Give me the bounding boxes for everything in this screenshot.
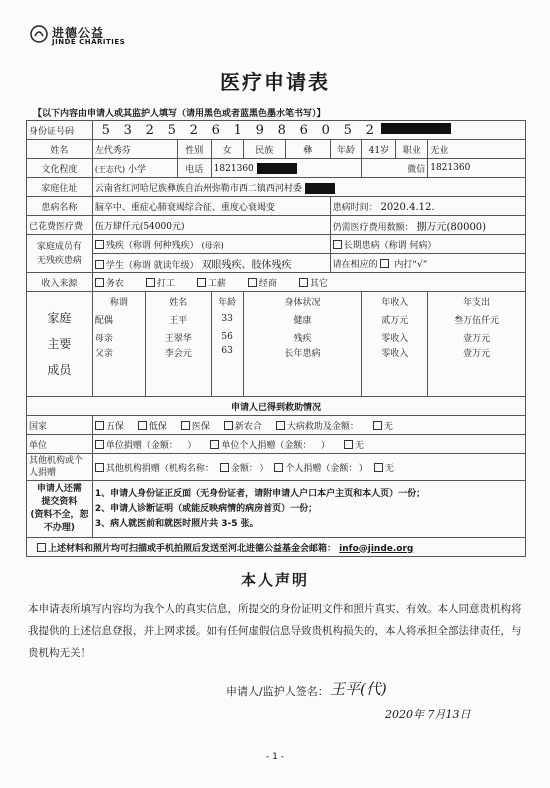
family-header: 称谓 (92, 292, 145, 311)
family-cell[interactable]: 配偶 (92, 310, 145, 328)
submit-item: 2、申请人诊断证明（或能反映病情的病房首页）一份； (94, 503, 318, 514)
id-digit: 9 (255, 122, 264, 138)
cost-label: 已花费医疗费 (27, 216, 93, 235)
family-label (27, 292, 93, 397)
disability-option[interactable] (92, 235, 330, 254)
cost-est-field[interactable] (330, 216, 525, 235)
id-digits (95, 123, 523, 138)
family-header: 年支出 (428, 292, 526, 311)
checkbox-icon[interactable] (333, 240, 342, 249)
education-field[interactable] (92, 159, 177, 178)
checkbox-icon[interactable] (374, 463, 383, 472)
aid-other-label (27, 454, 93, 481)
option-label: 务农 (105, 278, 124, 289)
submit-bottom (27, 538, 526, 557)
checkbox-icon[interactable] (197, 278, 206, 287)
option-label: ） (259, 463, 269, 474)
aid-unit-options[interactable] (92, 435, 525, 454)
submit-label (27, 481, 93, 538)
student-option-label: 学生（称谓 就读年级） (105, 260, 199, 271)
occupation-label: 职业 (396, 140, 428, 159)
disease-value[interactable]: 脑卒中、重症心肺衰竭综合征、重度心衰竭变 (92, 197, 330, 216)
signature[interactable]: 王平(代) (330, 680, 387, 698)
checkbox-icon[interactable] (299, 278, 308, 287)
option-label: 金额： (230, 463, 254, 474)
option-item[interactable] (344, 441, 364, 451)
option-label: 无 (383, 421, 393, 432)
family-cell[interactable]: 健康 (243, 310, 362, 328)
option-item[interactable] (220, 464, 254, 474)
option-label: 单位捐赠（金额： (105, 440, 174, 451)
illness-option-label: 长期患病（称谓 何病） (343, 240, 437, 251)
disease-date-value: 2020.4.12. (380, 201, 435, 213)
table-row (27, 328, 526, 346)
aid-unit-label: 单位 (27, 435, 93, 454)
email-link[interactable]: info@jinde.org (339, 543, 414, 554)
option-label: 打工 (156, 278, 175, 289)
phone-field[interactable] (211, 159, 362, 178)
id-digit: 5 (101, 122, 110, 138)
cost-est-value: 捌万元(80000) (416, 221, 487, 233)
checkbox-icon[interactable] (220, 463, 229, 472)
id-digit: 3 (123, 122, 132, 138)
option-item[interactable] (210, 441, 307, 451)
wechat-label: 微信 (362, 159, 428, 178)
illness-option[interactable] (330, 235, 525, 254)
income-label: 收入来源 (27, 273, 93, 292)
option-item[interactable] (95, 441, 174, 451)
checkbox-icon[interactable] (344, 440, 353, 449)
option-item[interactable] (95, 422, 124, 432)
family-cell[interactable]: 33 (211, 310, 243, 328)
checkbox-icon[interactable] (373, 421, 382, 430)
option-label: 医保 (191, 421, 210, 432)
family-cell[interactable]: 残疾 (243, 328, 362, 346)
phone-value: 1821360 (213, 163, 254, 174)
option-label: 单位个人捐赠（金额： (221, 440, 307, 451)
family-label-line: 主要 (47, 337, 72, 351)
family-cell[interactable]: 壹万元 (428, 328, 526, 346)
option-item[interactable] (373, 422, 393, 432)
cost-est-label: 仍需医疗费用数额： (332, 222, 414, 233)
option-item[interactable] (224, 422, 262, 432)
ethnicity-value[interactable]: 彝 (285, 140, 330, 159)
table-row (27, 310, 526, 328)
aid-national-label: 国家 (27, 416, 93, 435)
family-cell[interactable]: 李会元 (145, 346, 211, 397)
checkbox-icon[interactable] (181, 421, 190, 430)
family-cell[interactable]: 63 (211, 346, 243, 397)
logo (30, 22, 140, 50)
id-digit: 0 (321, 122, 330, 138)
checkbox-icon[interactable] (274, 463, 283, 472)
family-cell[interactable]: 叁万伍仟元 (428, 310, 526, 328)
family-cell[interactable]: 零收入 (362, 346, 428, 397)
family-cell[interactable]: 母亲 (92, 328, 145, 346)
aid-other-options[interactable] (92, 454, 525, 481)
aid-other-label-line2: 人捐赠 (29, 468, 57, 478)
wechat-value: 1821360 (430, 163, 471, 173)
check-instruction (330, 254, 525, 273)
table-row (27, 346, 526, 397)
id-digit: 2 (189, 122, 198, 138)
application-form (26, 120, 526, 557)
signature-date[interactable]: 2020年 7月13日 (385, 708, 471, 721)
option-item[interactable] (321, 441, 330, 451)
id-label: 身份证号码 (27, 121, 93, 140)
option-label: 其他机构捐赠（机构名称： (105, 463, 214, 474)
name-value[interactable]: 左代秀芬 (92, 140, 177, 159)
education-prefix: (王志代) (94, 164, 126, 174)
form-title: 医疗申请表 (220, 70, 330, 94)
option-item[interactable] (95, 464, 214, 474)
family-cell[interactable]: 长年患病 (243, 346, 362, 397)
option-item[interactable] (187, 441, 196, 451)
age-value[interactable]: 41岁 (362, 140, 396, 159)
wechat-field[interactable] (428, 159, 526, 178)
submit-label-line: 申请人还需 (36, 484, 82, 494)
option-item[interactable] (276, 422, 359, 432)
family-header: 年龄 (211, 292, 243, 311)
aid-national-options[interactable] (92, 416, 525, 435)
page-number: - 1 - (266, 752, 284, 762)
family-cell[interactable]: 贰万元 (362, 310, 428, 328)
name-label: 姓名 (27, 140, 93, 159)
family-cell[interactable]: 父亲 (92, 346, 145, 397)
disability-fill: 双眼残疾、肢体残疾 (201, 259, 292, 271)
option-label: 无 (354, 440, 364, 451)
checkbox-icon[interactable] (95, 240, 104, 249)
id-digit: 6 (299, 122, 308, 138)
option-label: 大病救助及金额： (286, 421, 359, 432)
income-options[interactable] (92, 273, 525, 292)
option-item[interactable] (146, 279, 175, 289)
id-digit: 5 (343, 122, 352, 138)
jinde-logo-icon (30, 25, 48, 43)
family-header: 身体状况 (243, 292, 362, 311)
checkbox-icon[interactable] (95, 463, 104, 472)
option-label: 工薪 (207, 278, 226, 289)
family-header: 姓名 (145, 292, 211, 311)
submit-item: 3、病人就医前和就医时照片共 3-5 张。 (94, 518, 259, 529)
aid-other-label-line1: 其他机构或个 (29, 456, 84, 466)
disability-note: (母亲) (201, 240, 224, 250)
aid-section-title: 申请人已得到救助情况 (27, 397, 526, 416)
submit-items (92, 481, 525, 538)
option-item[interactable] (374, 464, 394, 474)
checkbox-icon[interactable] (95, 278, 104, 287)
disease-date-field[interactable] (330, 197, 525, 216)
checkbox-icon[interactable] (138, 421, 147, 430)
education-value: 小学 (127, 164, 146, 175)
occupation-value[interactable]: 无业 (428, 140, 526, 159)
ethnicity-label: 民族 (243, 140, 285, 159)
family-cell[interactable]: 壹万元 (428, 346, 526, 397)
disability-option-label: 残疾（称谓 何种残疾） (105, 240, 199, 251)
option-item[interactable] (359, 464, 368, 474)
logo-cn: 进德公益 (52, 26, 105, 40)
submit-label-line: 提交资料 (41, 497, 78, 507)
id-digit: 8 (277, 122, 286, 138)
gender-label: 性别 (177, 140, 211, 159)
student-option[interactable] (92, 254, 330, 273)
id-digit: 5 (167, 122, 176, 138)
checkbox-icon[interactable] (210, 440, 219, 449)
logo-en: JINDE CHARITIES (52, 38, 126, 46)
checkbox-icon[interactable] (146, 278, 155, 287)
option-item[interactable] (181, 422, 210, 432)
option-item[interactable] (197, 279, 226, 289)
declaration-title: 本人声明 (240, 571, 309, 589)
option-label: ） (187, 440, 197, 451)
members-label-line2: 无残疾患病 (36, 255, 82, 266)
submit-label-line: (资料不全，恕 (30, 510, 89, 520)
family-cell[interactable]: 王平 (145, 310, 211, 328)
members-label (27, 235, 93, 273)
checkbox-icon[interactable] (248, 278, 257, 287)
age-label: 年龄 (330, 140, 362, 159)
submit-item: 1、申请人身份证正反面（无身份证者，请附申请人户口本户主页和本人页）一份； (94, 488, 426, 499)
gender-value[interactable]: 女 (211, 140, 243, 159)
members-label-line1: 家庭成员有 (36, 241, 82, 252)
education-label: 文化程度 (27, 159, 93, 178)
disease-date-label: 患病时间： (332, 202, 378, 213)
id-digit: 6 (211, 122, 220, 138)
redaction-block (305, 183, 335, 194)
declaration-body: 本申请表所填写内容均为我个人的真实信息，所提交的身份证明文件和照片真实、有效。本人同意贵机构将我提供的上述信息登报，并上网求援。如有任何虚假信息导致贵机构损失的，本人将承担全部法律责任，与贵机构无关！ (28, 603, 522, 659)
signature-label: 申请人/监护人签名： (226, 685, 329, 698)
instruction-prefix: 请在相应的 (332, 259, 378, 270)
checkbox-icon[interactable] (224, 421, 233, 430)
disease-label: 患病名称 (27, 197, 93, 216)
option-label: 个人捐赠（金额： (285, 463, 353, 474)
id-digit: 1 (233, 122, 242, 138)
option-label: 无 (384, 463, 394, 474)
option-label: 五保 (105, 421, 124, 432)
family-header: 年收入 (362, 292, 428, 311)
option-label: 新农合 (234, 421, 262, 432)
option-label: ） (320, 440, 330, 451)
checkbox-icon[interactable] (95, 260, 104, 269)
instruction-suffix: 内打“√” (394, 259, 428, 270)
form-note: 【以下内容由申请人或其监护人填写（请用黑色或者蓝黑色墨水笔书写）】 (33, 109, 326, 119)
submit-bottom-text: 上述材料和照片均可扫描或手机拍照后发送至河北进德公益基金会邮箱： (48, 543, 337, 554)
option-item[interactable] (138, 422, 167, 432)
option-item[interactable] (95, 279, 124, 289)
option-item[interactable] (248, 279, 277, 289)
option-item[interactable] (259, 464, 268, 474)
redaction-block (257, 163, 297, 174)
checkbox-icon[interactable] (95, 440, 104, 449)
option-item[interactable] (274, 464, 353, 474)
checkbox-icon[interactable] (276, 421, 285, 430)
checkbox-icon[interactable] (95, 421, 104, 430)
phone-label: 电话 (177, 159, 211, 178)
family-cell[interactable]: 王翠华 (145, 328, 211, 346)
checkbox-icon (380, 259, 389, 268)
option-item[interactable] (299, 279, 328, 289)
address-label: 家庭住址 (27, 178, 93, 197)
submit-label-line: 不办理) (43, 523, 75, 533)
option-label: 经商 (258, 278, 277, 289)
family-label-line: 家庭 (47, 311, 72, 325)
redaction-block (381, 123, 451, 134)
option-label: 其它 (309, 278, 328, 289)
family-label-line: 成员 (47, 363, 72, 377)
id-number-field[interactable] (92, 121, 525, 140)
option-label: 低保 (148, 421, 167, 432)
option-label: ） (358, 463, 368, 474)
id-digit: 2 (365, 122, 374, 138)
checkbox-icon (37, 543, 46, 552)
family-cell[interactable]: 零收入 (362, 328, 428, 346)
family-cell[interactable]: 56 (211, 328, 243, 346)
cost-value[interactable]: 伍万肆仟元(54000元) (92, 216, 330, 235)
address-value: 云南省红河哈尼族彝族自治州弥勒市西二镇西河村委 (94, 183, 302, 194)
address-field[interactable] (92, 178, 525, 197)
id-digit: 2 (145, 122, 154, 138)
